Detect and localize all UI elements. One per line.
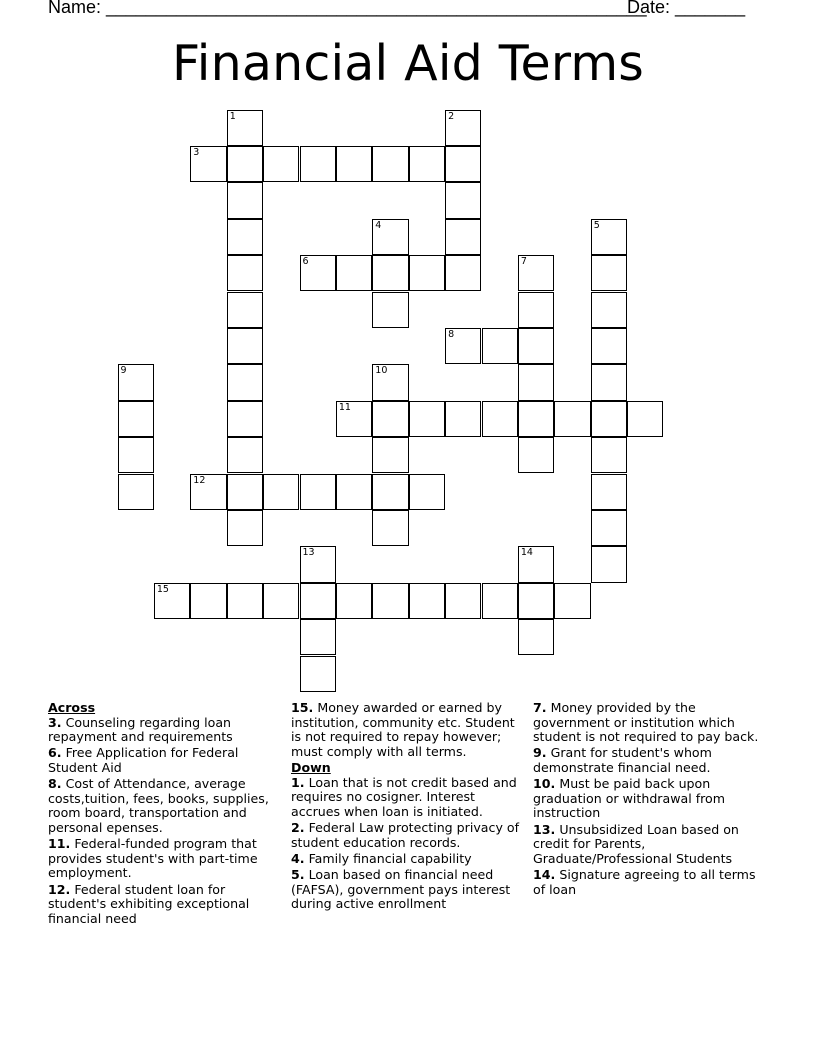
- cell-number: 7: [520, 256, 527, 268]
- crossword-cell[interactable]: [227, 401, 263, 437]
- across-heading: Across: [48, 700, 96, 715]
- clue-text: Loan based on financial need (FAFSA), government pays interest during active enrollment: [291, 866, 511, 912]
- clue-column-3: [533, 701, 768, 899]
- crossword-cell[interactable]: [518, 364, 554, 400]
- clue-text: Must be paid back upon graduation or withdrawal from instruction: [533, 776, 726, 821]
- cell-number: 8: [448, 328, 455, 340]
- down-clue: [291, 776, 526, 820]
- clue-number: 3.: [48, 714, 62, 730]
- crossword-cell[interactable]: [227, 110, 263, 146]
- crossword-cell[interactable]: [482, 583, 518, 619]
- clue-number: 2.: [291, 819, 305, 835]
- down-clue: [291, 868, 526, 912]
- crossword-cell[interactable]: [190, 146, 226, 182]
- crossword-cell[interactable]: [554, 583, 590, 619]
- crossword-cell[interactable]: [372, 437, 408, 473]
- clue-text: Federal student loan for student's exhibiting exceptional financial need: [48, 881, 250, 926]
- crossword-cell[interactable]: [227, 510, 263, 546]
- clue-text: Federal-funded program that provides student's with part-time employment.: [48, 836, 258, 881]
- crossword-cell[interactable]: [372, 510, 408, 546]
- clue-text: Money provided by the government or institution which student is not required to pay back.: [533, 700, 759, 745]
- crossword-cell[interactable]: [227, 182, 263, 218]
- crossword-cell[interactable]: [409, 146, 445, 182]
- clue-number: 4.: [291, 850, 305, 866]
- clue-text: Loan that is not credit based and requires no cosigner. Interest accrues when loan is initiated.: [291, 774, 517, 819]
- crossword-cell[interactable]: [445, 255, 481, 291]
- crossword-cell[interactable]: [518, 401, 554, 437]
- crossword-cell[interactable]: [227, 364, 263, 400]
- crossword-cell[interactable]: [372, 474, 408, 510]
- clue-number: 11.: [48, 836, 71, 852]
- crossword-cell[interactable]: [518, 292, 554, 328]
- crossword-cell[interactable]: [409, 401, 445, 437]
- cell-number: 12: [193, 474, 206, 486]
- across-clue: [48, 837, 283, 881]
- across-clue: [291, 701, 526, 759]
- crossword-cell[interactable]: [227, 583, 263, 619]
- crossword-cell[interactable]: [591, 364, 627, 400]
- cell-number: 11: [338, 401, 351, 413]
- crossword-cell[interactable]: [627, 401, 663, 437]
- across-clue: [48, 777, 283, 835]
- crossword-cell[interactable]: [372, 219, 408, 255]
- crossword-cell[interactable]: [336, 401, 372, 437]
- clue-column-2: [291, 701, 526, 913]
- crossword-cell[interactable]: [227, 437, 263, 473]
- clue-column-1: [48, 701, 283, 928]
- name-field-label: Name: ______________________________________________________: [48, 0, 647, 17]
- crossword-cell[interactable]: [300, 474, 336, 510]
- crossword-cell[interactable]: [372, 292, 408, 328]
- down-clue: [533, 746, 768, 775]
- crossword-cell[interactable]: [372, 364, 408, 400]
- crossword-cell[interactable]: [445, 182, 481, 218]
- crossword-cell[interactable]: [300, 546, 336, 582]
- cell-number: 3: [193, 146, 200, 158]
- crossword-cell[interactable]: [336, 474, 372, 510]
- crossword-cell[interactable]: [518, 328, 554, 364]
- down-clue: [533, 868, 768, 897]
- clue-number: 13.: [533, 821, 556, 837]
- crossword-cell[interactable]: [336, 583, 372, 619]
- cell-number: 6: [302, 256, 309, 268]
- crossword-cell[interactable]: [591, 546, 627, 582]
- crossword-cell[interactable]: [300, 146, 336, 182]
- crossword-cell[interactable]: [372, 146, 408, 182]
- crossword-cell[interactable]: [154, 583, 190, 619]
- cell-number: 10: [375, 365, 388, 377]
- crossword-cell[interactable]: [227, 474, 263, 510]
- crossword-cell[interactable]: [518, 437, 554, 473]
- crossword-cell[interactable]: [372, 401, 408, 437]
- clue-number: 15.: [291, 700, 314, 715]
- clue-number: 8.: [48, 776, 62, 792]
- page-title: Financial Aid Terms: [171, 35, 645, 92]
- clue-text: Grant for student's whom demonstrate financial need.: [533, 745, 712, 775]
- clue-number: 10.: [533, 776, 556, 792]
- crossword-cell[interactable]: [445, 219, 481, 255]
- down-clue: [533, 701, 768, 745]
- crossword-cell[interactable]: [300, 619, 336, 655]
- down-clue: [533, 823, 768, 867]
- clue-text: Unsubsidized Loan based on credit for Parents, Graduate/Professional Students: [533, 821, 739, 866]
- crossword-cell[interactable]: [336, 146, 372, 182]
- crossword-cell[interactable]: [409, 255, 445, 291]
- crossword-cell[interactable]: [445, 583, 481, 619]
- crossword-cell[interactable]: [445, 110, 481, 146]
- crossword-cell[interactable]: [591, 437, 627, 473]
- crossword-cell[interactable]: [227, 146, 263, 182]
- clue-text: Federal Law protecting privacy of student education records.: [291, 819, 520, 850]
- crossword-cell[interactable]: [554, 401, 590, 437]
- crossword-cell[interactable]: [591, 401, 627, 437]
- crossword-cell[interactable]: [190, 474, 226, 510]
- crossword-cell[interactable]: [300, 656, 336, 692]
- clue-number: 14.: [533, 866, 556, 882]
- clue-number: 9.: [533, 745, 547, 761]
- clue-number: 6.: [48, 745, 62, 761]
- cell-number: 9: [120, 365, 127, 377]
- crossword-cell[interactable]: [227, 255, 263, 291]
- down-clue: [533, 777, 768, 821]
- crossword-cell[interactable]: [482, 328, 518, 364]
- clue-text: Cost of Attendance, average costs,tuition, fees, books, supplies, room board, transportation and personal epenses.: [48, 776, 269, 835]
- crossword-cell[interactable]: [263, 474, 299, 510]
- clue-number: 12.: [48, 881, 71, 897]
- crossword-cell[interactable]: [409, 583, 445, 619]
- clue-text: Counseling regarding loan repayment and requirements: [48, 714, 233, 745]
- crossword-cell[interactable]: [518, 255, 554, 291]
- crossword-cell[interactable]: [372, 255, 408, 291]
- crossword-cell[interactable]: [372, 583, 408, 619]
- date-field-label: Date: _______: [627, 0, 746, 17]
- crossword-cell[interactable]: [518, 619, 554, 655]
- crossword-cell[interactable]: [300, 583, 336, 619]
- crossword-cell[interactable]: [591, 292, 627, 328]
- cell-number: 13: [302, 547, 315, 559]
- crossword-cell[interactable]: [591, 474, 627, 510]
- crossword-cell[interactable]: [518, 583, 554, 619]
- crossword-cell[interactable]: [482, 401, 518, 437]
- clue-text: Family financial capability: [308, 850, 472, 866]
- cell-number: 14: [520, 547, 533, 559]
- crossword-cell[interactable]: [591, 328, 627, 364]
- cell-number: 15: [156, 583, 169, 595]
- crossword-cell[interactable]: [263, 146, 299, 182]
- down-clue: [291, 821, 526, 850]
- crossword-cell[interactable]: [518, 546, 554, 582]
- down-clue: [291, 852, 526, 867]
- clue-number: 5.: [291, 866, 305, 882]
- crossword-cell[interactable]: [118, 437, 154, 473]
- across-clue: [48, 883, 283, 927]
- cell-number: 1: [229, 110, 236, 122]
- clue-text: Free Application for Federal Student Aid: [48, 745, 239, 775]
- crossword-cell[interactable]: [227, 292, 263, 328]
- crossword-cell[interactable]: [227, 219, 263, 255]
- crossword-cell[interactable]: [263, 583, 299, 619]
- cell-number: 5: [593, 219, 600, 231]
- cell-number: 4: [375, 219, 382, 231]
- crossword-cell[interactable]: [409, 474, 445, 510]
- clue-text: Money awarded or earned by institution, community etc. Student is not required to repay however; must comply with all terms.: [291, 700, 515, 759]
- crossword-cell[interactable]: [591, 255, 627, 291]
- crossword-cell[interactable]: [300, 255, 336, 291]
- crossword-cell[interactable]: [118, 401, 154, 437]
- crossword-cell[interactable]: [336, 255, 372, 291]
- crossword-cell[interactable]: [118, 474, 154, 510]
- crossword-cell[interactable]: [591, 510, 627, 546]
- crossword-cell[interactable]: [445, 328, 481, 364]
- crossword-cell[interactable]: [445, 401, 481, 437]
- clue-number: 7.: [533, 700, 547, 715]
- across-clue: [48, 716, 283, 745]
- crossword-cell[interactable]: [118, 364, 154, 400]
- crossword-cell[interactable]: [591, 219, 627, 255]
- down-heading: Down: [291, 759, 331, 775]
- cell-number: 2: [448, 110, 455, 122]
- clue-number: 1.: [291, 774, 305, 790]
- across-clue: [48, 746, 283, 775]
- crossword-cell[interactable]: [227, 328, 263, 364]
- crossword-cell[interactable]: [445, 146, 481, 182]
- crossword-cell[interactable]: [190, 583, 226, 619]
- clue-text: Signature agreeing to all terms of loan: [533, 866, 756, 897]
